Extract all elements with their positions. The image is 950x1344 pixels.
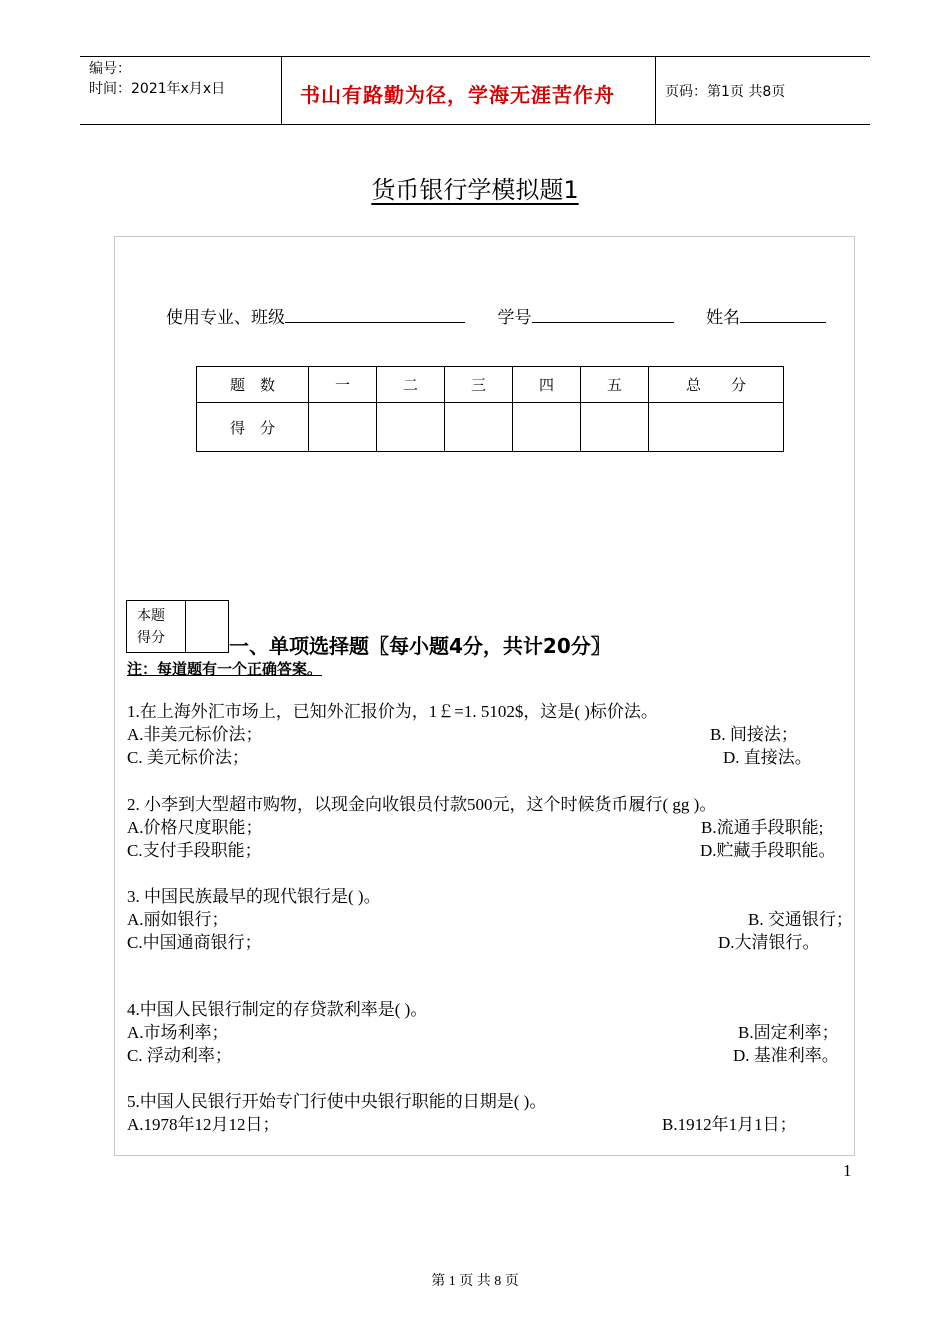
- score-cell[interactable]: [445, 403, 513, 452]
- page-footer: 第 1 页 共 8 页: [431, 1274, 519, 1289]
- score-cell[interactable]: [309, 403, 377, 452]
- page-title-text: 货币银行学模拟题1: [371, 176, 579, 204]
- major-label: 使用专业、班级: [166, 308, 285, 327]
- score-col-2: 二: [377, 367, 445, 403]
- question-2-option-b[interactable]: B.流通手段职能;: [701, 818, 824, 837]
- score-cell[interactable]: [513, 403, 581, 452]
- major-blank: [285, 321, 465, 323]
- question-3-stem: 3. 中国民族最早的现代银行是( )。: [127, 887, 381, 906]
- date-label: 时间：2021年x月x日: [89, 81, 226, 97]
- header-divider: [281, 56, 282, 125]
- page-info: 页码：第1页 共8页: [665, 84, 786, 100]
- question-1-option-b[interactable]: B. 间接法；: [710, 725, 798, 744]
- question-3-option-c[interactable]: C.中国通商银行；: [127, 933, 262, 952]
- question-1-option-d[interactable]: D. 直接法。: [723, 748, 812, 767]
- question-2-option-a[interactable]: A.价格尺度职能；: [127, 818, 263, 837]
- score-col-total: 总 分: [649, 367, 784, 403]
- section-box-line2: 得分: [137, 630, 165, 646]
- score-col-1: 一: [309, 367, 377, 403]
- name-label: 姓名: [706, 308, 740, 327]
- score-col-3: 三: [445, 367, 513, 403]
- page-number: 1: [843, 1161, 852, 1180]
- page-title: [0, 170, 950, 205]
- header-bottom-rule: [80, 124, 870, 125]
- question-5-option-a[interactable]: A.1978年12月12日；: [127, 1115, 280, 1134]
- score-table: [196, 366, 784, 452]
- score-row-label: 得 分: [197, 403, 309, 452]
- section-note: 注：每道题有一个正确答案。: [127, 660, 323, 678]
- motto: 书山有路勤为径，学海无涯苦作舟: [300, 83, 615, 107]
- question-1-stem: 1.在上海外汇市场上，已知外汇报价为，1￡=1. 5102$，这是( )标价法。: [127, 702, 658, 721]
- question-4-option-b[interactable]: B.固定利率；: [738, 1023, 839, 1042]
- question-4-option-d[interactable]: D. 基准利率。: [733, 1046, 839, 1065]
- question-3-option-a[interactable]: A.丽如银行；: [127, 910, 229, 929]
- question-5-stem: 5.中国人民银行开始专门行使中央银行职能的日期是( )。: [127, 1092, 547, 1111]
- question-1-option-a[interactable]: A.非美元标价法；: [127, 725, 263, 744]
- student-info-row: [166, 303, 826, 328]
- score-cell[interactable]: [649, 403, 784, 452]
- section-score-box: [126, 600, 229, 653]
- question-2-option-d[interactable]: D.贮藏手段职能。: [700, 841, 836, 860]
- question-4-option-a[interactable]: A.市场利率；: [127, 1023, 229, 1042]
- question-2-stem: 2. 小李到大型超市购物，以现金向收银员付款500元，这个时候货币履行( gg )。: [127, 795, 717, 814]
- student-id-blank: [532, 321, 674, 323]
- question-4-stem: 4.中国人民银行制定的存贷款利率是( )。: [127, 1000, 428, 1019]
- name-blank: [740, 321, 826, 323]
- question-3-option-b[interactable]: B. 交通银行；: [748, 910, 853, 929]
- question-3-option-d[interactable]: D.大清银行。: [718, 933, 820, 952]
- section-box-line1: 本题: [137, 608, 165, 624]
- section-title: 一、单项选择题〖每小题4分，共计20分〗: [229, 634, 611, 658]
- score-col-5: 五: [581, 367, 649, 403]
- score-cell[interactable]: [581, 403, 649, 452]
- question-1-option-c[interactable]: C. 美元标价法；: [127, 748, 249, 767]
- score-table-header: 题 数: [197, 367, 309, 403]
- question-2-option-c[interactable]: C.支付手段职能；: [127, 841, 262, 860]
- question-4-option-c[interactable]: C. 浮动利率；: [127, 1046, 232, 1065]
- question-5-option-b[interactable]: B.1912年1月1日；: [662, 1115, 797, 1134]
- student-id-label: 学号: [497, 308, 532, 327]
- score-cell[interactable]: [377, 403, 445, 452]
- score-col-4: 四: [513, 367, 581, 403]
- serial-label: 编号：: [89, 61, 131, 77]
- header-divider: [655, 56, 656, 125]
- header-top-rule: [80, 56, 870, 57]
